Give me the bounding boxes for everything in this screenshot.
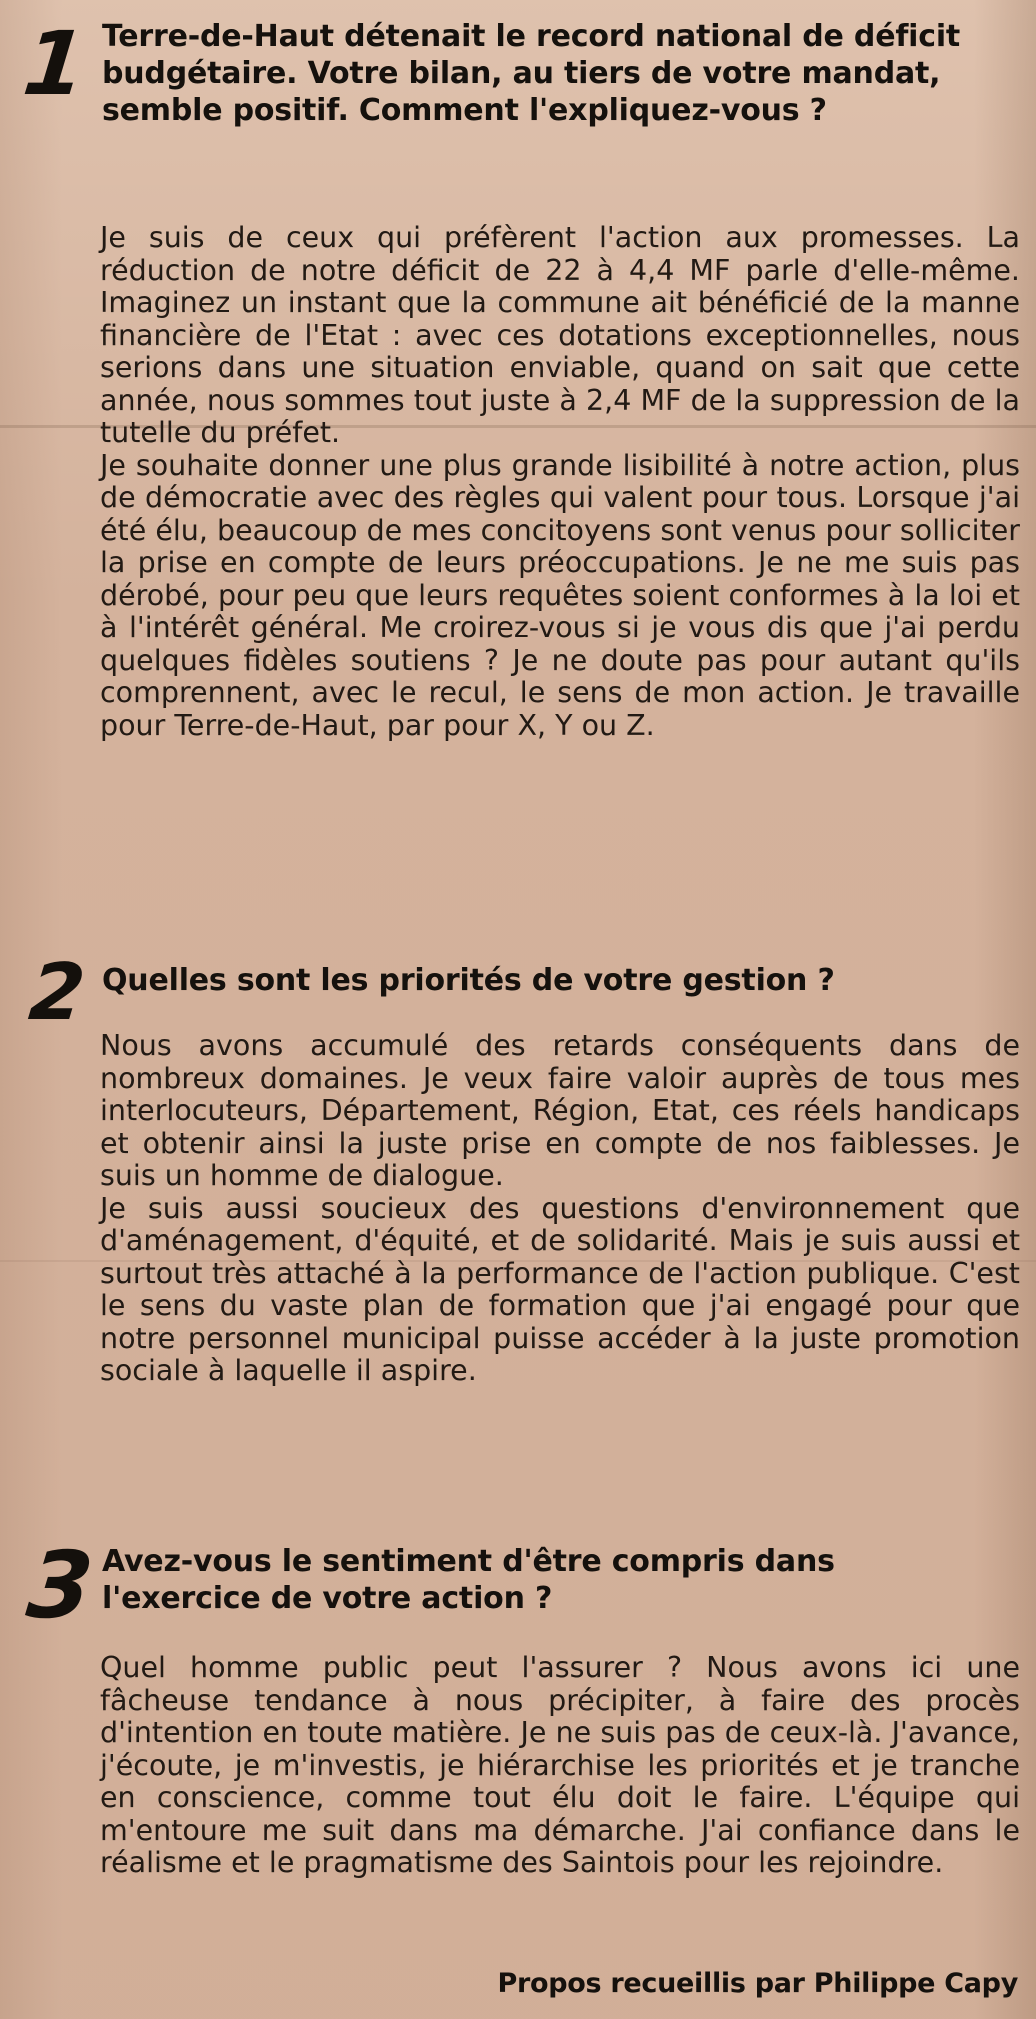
- question-number-2: 2: [25, 948, 90, 1038]
- question-2: Quelles sont les priorités de votre gestion ?: [102, 963, 835, 998]
- answer-2-paragraph-2: Je suis aussi soucieux des questions d'environnement que d'aménagement, d'équité, et de solidarité. Mais je suis aussi et surtout très attaché à la performance de l'action publique. C'est le sens du vaste plan de formation que j'ai engagé pour que notre personnel municipal puisse accéder à la juste promotion sociale à laquelle il aspire.: [100, 1191, 1020, 1387]
- answer-3: [100, 1652, 1020, 1880]
- author-credit: Propos recueillis par Philippe Capy: [497, 1968, 1018, 1999]
- answer-3-paragraph-1: Quel homme public peut l'assurer ? Nous avons ici une fâcheuse tendance à nous précipiter, à faire des procès d'intention en toute matière. Je ne suis pas de ceux-là. J'avance, j'écoute, je m'investis, je hiérarchise les priorités et je tranche en conscience, comme tout élu doit le faire. L'équipe qui m'entoure me suit dans ma démarche. J'ai confiance dans le réalisme et le pragmatisme des Saintois pour les rejoindre.: [100, 1651, 1020, 1879]
- question-1: Terre-de-Haut détenait le record national de déficit budgétaire. Votre bilan, au tiers de votre mandat, semble positif. Comment l'expliquez-vous ?: [102, 19, 961, 128]
- answer-1: [100, 222, 1020, 742]
- question-3: Avez-vous le sentiment d'être compris dans l'exercice de votre action ?: [102, 1544, 835, 1616]
- answer-1-paragraph-1: Je suis de ceux qui préfèrent l'action aux promesses. La réduction de notre déficit de 22 à 4,4 MF parle d'elle-même. Imaginez un instant que la commune ait bénéficié de la manne financière de l'Etat : avec ces dotations exceptionnelles, nous serions dans une situation enviable, quand on sait que cette année, nous sommes tout juste à 2,4 MF de la suppression de la tutelle du préfet.: [100, 221, 1020, 449]
- answer-2: [100, 1030, 1020, 1388]
- answer-1-paragraph-2: Je souhaite donner une plus grande lisibilité à notre action, plus de démocratie avec des règles qui valent pour tous. Lorsque j'ai été élu, beaucoup de mes concitoyens sont venus pour solliciter la prise en compte de leurs préoccupations. Je ne me suis pas dérobé, pour peu que leurs requêtes soient conformes à la loi et à l'intérêt général. Me croirez-vous si je vous dis que j'ai perdu quelques fidèles soutiens ? Je ne doute pas pour autant qu'ils comprennent, avec le recul, le sens de mon action. Je travaille pour Terre-de-Haut, par pour X, Y ou Z.: [100, 448, 1020, 742]
- answer-2-paragraph-1: Nous avons accumulé des retards conséquents dans de nombreux domaines. Je veux faire valoir auprès de tous mes interlocuteurs, Département, Région, Etat, ces réels handicaps et obtenir ainsi la juste prise en compte de nos faiblesses. Je suis un homme de dialogue.: [100, 1029, 1020, 1192]
- question-number-1: 1: [18, 12, 91, 115]
- question-number-3: 3: [22, 1532, 98, 1639]
